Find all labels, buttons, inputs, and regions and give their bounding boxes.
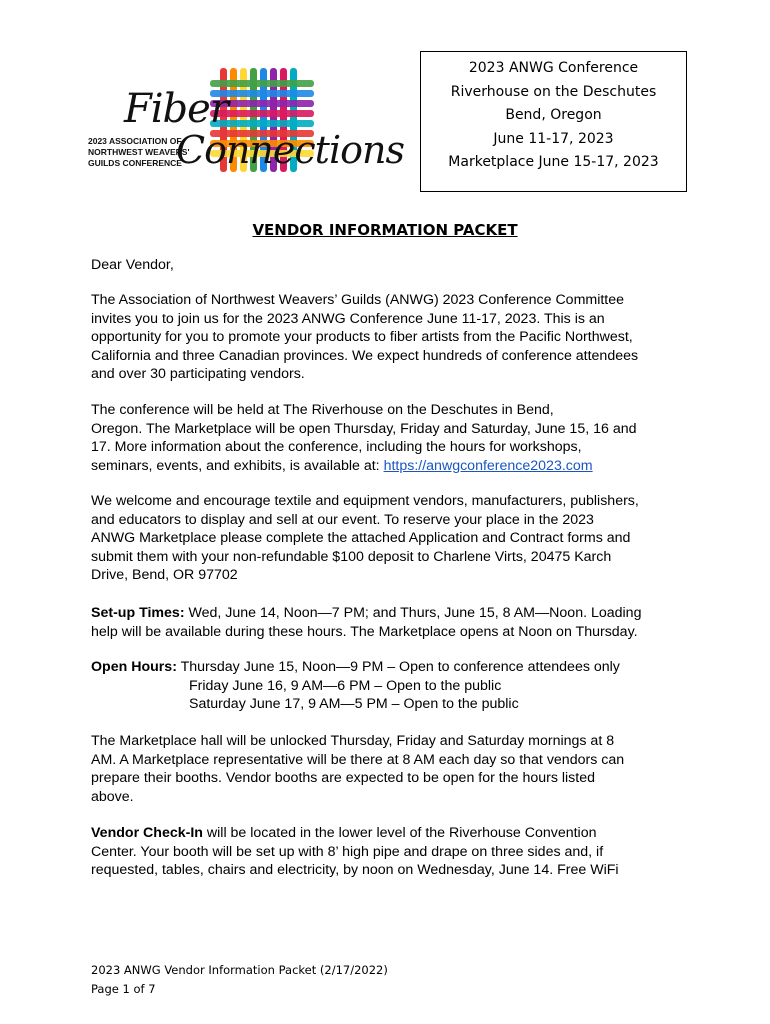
logo-word-connections: Connections [176,128,404,172]
footer-document-info: 2023 ANWG Vendor Information Packet (2/17/2022) [91,963,388,977]
vendor-checkin-label: Vendor Check-In [91,825,203,841]
paragraph-welcome [91,492,691,585]
text-line: ANWG Marketplace please complete the attached Application and Contract forms and [91,530,631,547]
text-line: and educators to display and sell at our event. To reserve your place in the 2023 [91,511,594,528]
text-fragment: Thursday June 15, Noon—9 PM – Open to conference attendees only [176,659,620,675]
text-line: above. [91,788,134,805]
logo-subtitle-line: NORTHWEST WEAVERS' [88,147,190,157]
logo-word-fiber: Fiber [124,86,228,132]
info-line: Bend, Oregon [505,107,602,124]
paragraph-venue [91,401,691,475]
text-line: prepare their booths. Vendor booths are expected to be open for the hours listed [91,770,595,787]
text-fragment: will be located in the lower level of the Riverhouse Convention [202,825,597,841]
conference-info-box [420,51,687,192]
text-line: opportunity for you to promote your products to fiber artists from the Pacific Northwest, [91,329,633,346]
text-line [91,457,691,476]
page-footer [91,961,388,999]
info-line: June 11-17, 2023 [493,130,614,147]
text-fragment: seminars, events, and exhibits, is available at: [91,457,384,474]
text-fragment: Wed, June 14, Noon—7 PM; and Thurs, June 15, 8 AM—Noon. Loading [184,605,642,621]
text-line: Drive, Bend, OR 97702 [91,567,238,584]
text-line [91,604,691,623]
conference-website-link[interactable]: https://anwgconference2023.com [383,457,593,474]
text-line: 17. More information about the conference, including the hours for workshops, [91,439,582,456]
text-line: The conference will be held at The Riverhouse on the Deschutes in Bend, [91,402,554,418]
paragraph-open-hours [91,658,620,714]
text-line: help will be available during these hours. The Marketplace opens at Noon on Thursday. [91,623,638,640]
document-title: VENDOR INFORMATION PACKET [252,221,518,239]
logo-subtitle-line: GUILDS CONFERENCE [88,158,182,168]
text-line: The Association of Northwest Weavers’ Guilds (ANWG) 2023 Conference Committee [91,292,625,308]
text-line: Saturday June 17, 9 AM—5 PM – Open to the public [189,696,519,713]
setup-times-label: Set-up Times: [91,605,185,621]
logo-subtitle [88,136,190,169]
text-line: AM. A Marketplace representative will be there at 8 AM each day so that vendors can [91,751,625,768]
salutation-text: Dear Vendor, [91,257,174,273]
open-hours-label: Open Hours: [91,659,177,675]
paragraph-vendor-checkin [91,824,691,880]
text-line: Oregon. The Marketplace will be open Thursday, Friday and Saturday, June 15, 16 and [91,420,637,437]
footer-page-number: Page 1 of 7 [91,982,156,996]
paragraph-setup-times [91,604,691,641]
text-line: and over 30 participating vendors. [91,366,305,383]
text-line: submit them with your non-refundable $100 deposit to Charlene Virts, 20475 Karch [91,548,612,565]
text-line: The Marketplace hall will be unlocked Thursday, Friday and Saturday mornings at 8 [91,733,615,749]
salutation [91,256,691,275]
text-line: Friday June 16, 9 AM—6 PM – Open to the public [189,677,502,694]
text-line: We welcome and encourage textile and equipment vendors, manufacturers, publishers, [91,493,639,509]
info-line: 2023 ANWG Conference [468,60,639,76]
info-line: Marketplace June 15-17, 2023 [448,154,659,171]
logo-subtitle-line: 2023 ASSOCIATION OF [88,136,182,146]
text-line: invites you to join us for the 2023 ANWG Conference June 11-17, 2023. This is an [91,310,605,327]
paragraph-marketplace-hall [91,732,691,806]
text-line: California and three Canadian provinces. We expect hundreds of conference attendees [91,347,639,364]
text-line: Center. Your booth will be set up with 8’ high pipe and drape on three sides and, if [91,843,604,860]
info-line: Riverhouse on the Deschutes [450,83,657,100]
text-line [91,658,620,677]
conference-logo [88,66,404,184]
text-line: requested, tables, chairs and electricity, by noon on Wednesday, June 14. Free WiFi [91,862,619,879]
text-line [91,824,691,843]
paragraph-invitation [91,291,691,384]
